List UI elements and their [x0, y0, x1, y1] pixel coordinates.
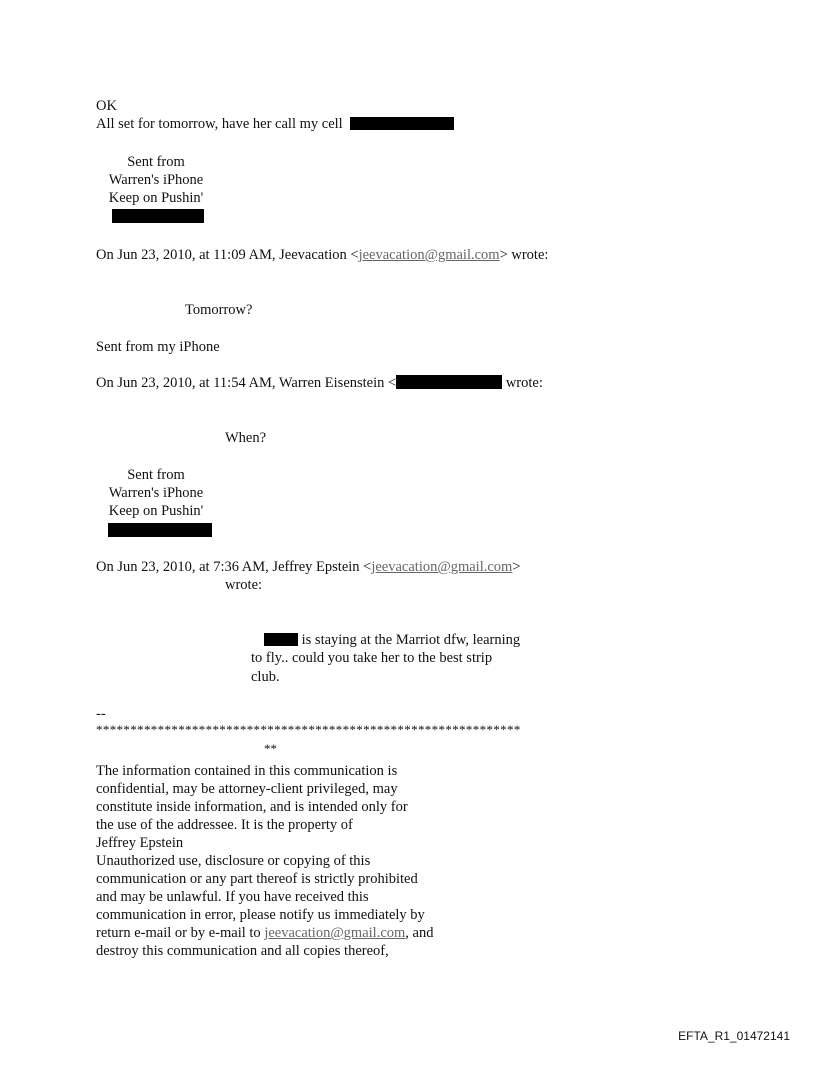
signature-1-line2: Warren's iPhone [108, 172, 204, 188]
email-header-1-suffix: > wrote: [499, 247, 549, 263]
separator-stars: ************************************************************** [96, 722, 521, 737]
message-when: When? [225, 430, 267, 446]
email-header-3-suffix: > [512, 559, 521, 575]
redaction-signature-1 [112, 209, 204, 223]
signature-2-line1: Sent from [127, 467, 185, 483]
disclaimer-line-3: constitute inside information, and is intended only for [96, 799, 408, 815]
email-header-3 [96, 558, 521, 576]
redaction-email-warren [396, 375, 502, 389]
signature-1-line1: Sent from [127, 154, 185, 170]
disclaimer-line-11: destroy this communication and all copies thereof, [96, 943, 389, 959]
disclaimer-line-1: The information contained in this communication is [96, 763, 398, 779]
signature-1 [86, 153, 226, 207]
redaction-cell-number [350, 117, 454, 130]
signature-2 [86, 466, 226, 520]
email-header-3-prefix: On Jun 23, 2010, at 7:36 AM, Jeffrey Epstein < [96, 559, 372, 575]
sent-from-iphone: Sent from my iPhone [96, 339, 220, 355]
signature-2-line3: Keep on Pushin' [108, 503, 204, 519]
disclaimer-line-9: communication in error, please notify us immediately by [96, 907, 425, 923]
separator-dashes: -- [96, 706, 106, 722]
email-header-2-suffix: wrote: [502, 375, 543, 391]
email-link-jeevacation-1[interactable]: jeevacation@gmail.com [358, 247, 500, 263]
disclaimer-line-7: communication or any part thereof is strictly prohibited [96, 871, 418, 887]
signature-2-line2: Warren's iPhone [108, 485, 204, 501]
email-link-jeevacation-2[interactable]: jeevacation@gmail.com [371, 559, 513, 575]
disclaimer-line-6: Unauthorized use, disclosure or copying of this [96, 853, 371, 869]
email-header-1-prefix: On Jun 23, 2010, at 11:09 AM, Jeevacation < [96, 247, 359, 263]
document-id: EFTA_R1_01472141 [678, 1029, 790, 1043]
confidentiality-disclaimer [96, 762, 496, 960]
original-message-line1-text: is staying at the Marriot dfw, learning [298, 632, 521, 648]
disclaimer-line-10 [96, 924, 496, 942]
email-header-3-wrote: wrote: [225, 577, 263, 593]
email-header-1 [96, 246, 548, 264]
redaction-signature-2 [108, 523, 212, 537]
original-message-line1 [264, 631, 520, 649]
disclaimer-line-10-prefix: return e-mail or by e-mail to [96, 925, 265, 941]
separator-stars-tail: ** [264, 741, 277, 756]
disclaimer-line-10-suffix: , and [405, 925, 434, 941]
signature-1-line3: Keep on Pushin' [108, 190, 204, 206]
original-message-line3: club. [251, 669, 280, 685]
disclaimer-line-4: the use of the addressee. It is the property of [96, 817, 353, 833]
disclaimer-line-5: Jeffrey Epstein [96, 835, 184, 851]
email-header-2-prefix: On Jun 23, 2010, at 11:54 AM, Warren Eisenstein < [96, 375, 397, 391]
reply-all-set [96, 115, 454, 133]
message-tomorrow: Tomorrow? [185, 302, 253, 318]
email-link-jeevacation-3[interactable]: jeevacation@gmail.com [264, 925, 406, 941]
reply-ok: OK [96, 98, 117, 114]
disclaimer-line-8: and may be unlawful. If you have received this [96, 889, 369, 905]
reply-all-set-text: All set for tomorrow, have her call my cell [96, 116, 343, 132]
email-header-2 [96, 374, 543, 392]
original-message-line2: to fly.. could you take her to the best strip [251, 650, 493, 666]
redaction-name [264, 633, 298, 646]
disclaimer-line-2: confidential, may be attorney-client privileged, may [96, 781, 398, 797]
